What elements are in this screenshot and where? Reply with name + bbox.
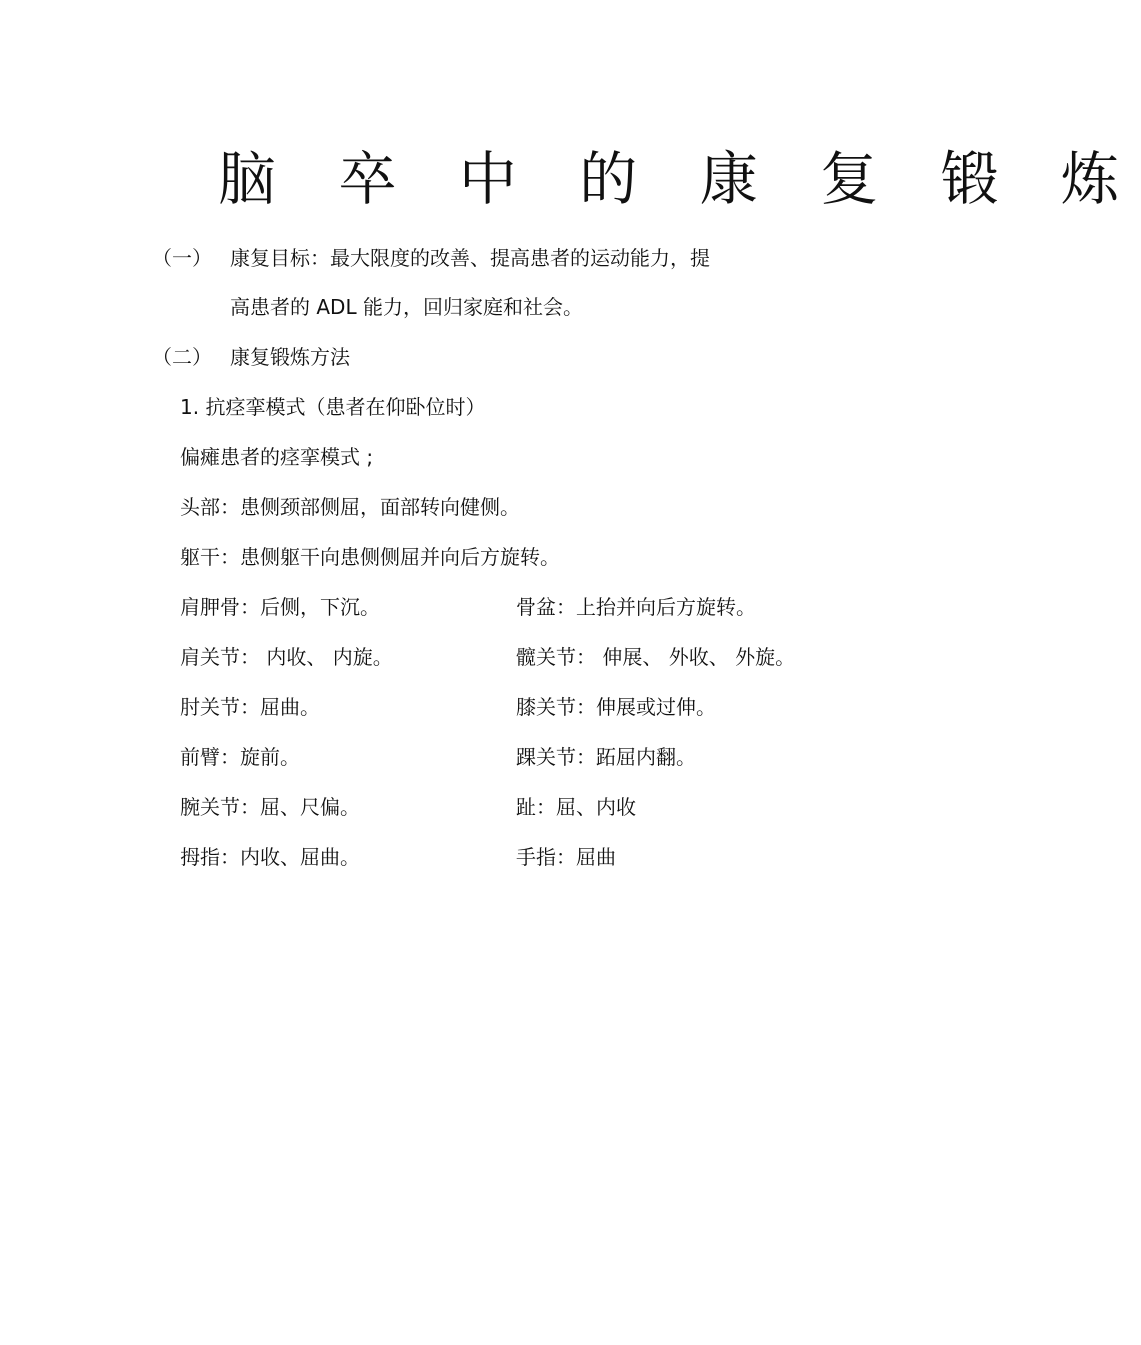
section-1-marker: （一） <box>152 246 212 270</box>
section-1-line-1: 康复目标：最大限度的改善、提高患者的运动能力，提 <box>230 246 710 270</box>
pair-left: 腕关节：屈、尺偏。 <box>180 795 360 819</box>
section-2-heading: 康复锻炼方法 <box>230 345 350 369</box>
section-2-marker: （二） <box>152 345 212 369</box>
pair-left: 前臂：旋前。 <box>180 745 300 769</box>
pair-right: 趾：屈、内收 <box>516 795 636 819</box>
line-trunk: 躯干：患侧躯干向患侧侧屈并向后方旋转。 <box>180 545 560 569</box>
page-title: 脑 卒 中 的 康 复 锻 炼 <box>218 145 1141 213</box>
pair-left: 肩关节： 内收、 内旋。 <box>180 645 393 669</box>
pair-left: 肩胛骨：后侧，下沉。 <box>180 595 380 619</box>
pair-right: 膝关节：伸展或过伸。 <box>516 695 716 719</box>
pair-right: 髋关节： 伸展、 外收、 外旋。 <box>516 645 796 669</box>
pair-left: 拇指：内收、屈曲。 <box>180 845 360 869</box>
subheading-anti-spasm: 1. 抗痉挛模式（患者在仰卧位时） <box>180 395 486 419</box>
pair-right: 骨盆：上抬并向后方旋转。 <box>516 595 756 619</box>
pair-left: 肘关节：屈曲。 <box>180 695 320 719</box>
pattern-title: 偏瘫患者的痉挛模式 ; <box>180 445 374 469</box>
pair-right: 踝关节：跖屈内翻。 <box>516 745 696 769</box>
section-1-line-2: 高患者的 ADL 能力，回归家庭和社会。 <box>230 295 583 319</box>
line-head: 头部：患侧颈部侧屈，面部转向健侧。 <box>180 495 520 519</box>
pair-right: 手指：屈曲 <box>516 845 616 869</box>
